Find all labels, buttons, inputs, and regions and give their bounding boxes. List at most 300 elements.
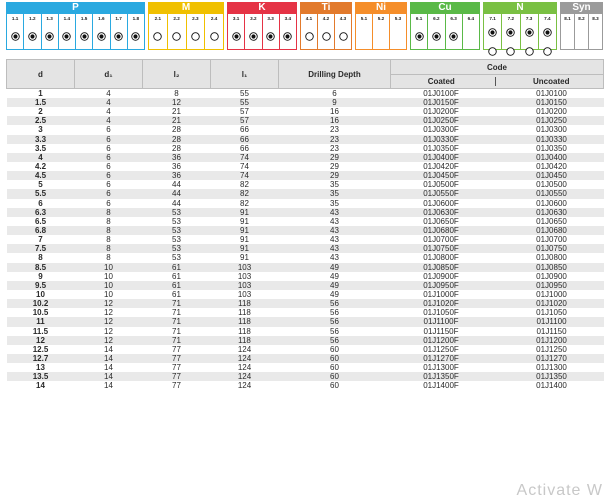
cell-l2: 53	[143, 208, 211, 217]
cell-drilling-depth: 56	[330, 308, 339, 318]
col-separator	[492, 75, 500, 89]
cell-l2: 12	[143, 98, 211, 107]
cell-gap	[492, 336, 500, 345]
table-body	[7, 89, 604, 391]
table-row	[7, 98, 604, 107]
cell-d: 8.5	[7, 263, 75, 272]
cell-l1: 74	[211, 153, 279, 162]
cell-d: 5	[38, 180, 43, 190]
suitable-empty-circle-icon	[191, 28, 200, 46]
suitable-filled-circle-icon	[249, 28, 258, 46]
col-header-l1: l₁	[211, 60, 279, 89]
cell-coated-code: 01J0400F	[391, 153, 492, 162]
cell-d: 3.5	[34, 143, 47, 153]
suitable-empty-circle-icon	[172, 28, 181, 46]
cell-uncoated-code: 01J1400	[536, 381, 567, 391]
cell-l2: 53	[143, 226, 211, 235]
material-subgroup-cell	[93, 14, 110, 49]
cell-l2: 44	[143, 189, 211, 198]
cell-d: 1.5	[7, 98, 75, 107]
cell-coated-code: 01J0630F	[391, 208, 492, 217]
cell-d1: 12	[104, 326, 113, 336]
cell-d: 6.8	[7, 226, 75, 235]
suitable-filled-circle-icon	[543, 24, 552, 42]
material-subgroup-code: 1.1	[11, 16, 19, 21]
cell-d1: 10	[75, 263, 143, 272]
material-subgroup-code: 6.4	[467, 16, 475, 21]
cell-uncoated-code: 01J1020	[500, 299, 604, 308]
suitable-empty-circle-icon	[322, 28, 331, 46]
material-group-label: K	[227, 2, 297, 14]
cell-l2: 8	[174, 89, 179, 98]
cell-coated-code: 01J0750F	[391, 244, 492, 253]
cell-drilling-depth: 35	[279, 189, 391, 198]
cell-drilling-depth: 6	[332, 89, 337, 98]
cell-d: 13.5	[7, 372, 75, 381]
cell-d: 6	[38, 198, 43, 208]
cell-d1: 12	[75, 336, 143, 345]
cell-d1: 4	[75, 98, 143, 107]
table-row	[7, 208, 604, 217]
cell-drilling-depth: 43	[330, 216, 339, 226]
material-subgroup-cell	[111, 14, 128, 49]
cell-d1: 6	[106, 143, 111, 153]
material-subgroup-code: 7.1	[489, 16, 496, 21]
cell-drilling-depth: 23	[279, 135, 391, 144]
material-subgroup-cell	[228, 14, 245, 49]
cell-coated-code: 01J0200F	[423, 107, 459, 117]
cell-drilling-depth: 49	[330, 290, 339, 300]
cell-drilling-depth: 23	[330, 143, 339, 153]
material-subgroup-cell	[76, 14, 93, 49]
cell-l2: 77	[143, 354, 211, 363]
material-group-label: M	[148, 2, 224, 14]
table-row	[7, 354, 604, 363]
cell-uncoated-code: 01J1100	[500, 317, 604, 326]
cell-d1: 6	[106, 162, 111, 172]
material-subgroup-cell	[42, 14, 59, 49]
cell-gap	[492, 180, 500, 189]
cell-l2: 53	[172, 216, 181, 226]
material-subgroup-code: 4.2	[322, 16, 330, 21]
cell-l2: 77	[172, 381, 181, 391]
cell-d: 4.2	[34, 162, 47, 172]
material-subgroup-cell	[411, 14, 428, 49]
table-row	[7, 217, 604, 226]
material-subgroup-code: 1.6	[98, 16, 105, 21]
cell-coated-code: 01J0680F	[391, 226, 492, 235]
material-groups	[6, 2, 603, 50]
cell-d1: 8	[106, 253, 111, 263]
cell-d: 12	[7, 336, 75, 345]
cell-gap	[492, 372, 500, 381]
cell-drilling-depth: 56	[330, 326, 339, 336]
cell-l1: 57	[211, 116, 279, 125]
cell-coated-code: 01J1200F	[391, 336, 492, 345]
cell-l2: 28	[172, 143, 181, 153]
cell-l1: 118	[238, 308, 251, 318]
cell-l1: 103	[237, 271, 252, 281]
material-subgroup-code: 3.2	[250, 16, 257, 21]
cell-coated-code: 01J1000F	[423, 290, 459, 300]
cell-drilling-depth: 23	[330, 125, 339, 135]
suitable-filled-circle-icon	[266, 28, 275, 46]
cell-uncoated-code: 01J0550	[500, 189, 604, 198]
col-header-d1: d₁	[75, 60, 143, 89]
cell-l1: 57	[240, 107, 249, 117]
cell-drilling-depth: 60	[279, 354, 391, 363]
cell-d: 9.5	[7, 281, 75, 290]
material-subgroup-cell	[318, 14, 335, 49]
cell-gap	[492, 135, 500, 144]
cell-l1: 124	[237, 344, 252, 354]
table-row	[7, 235, 604, 244]
cell-l1: 91	[211, 226, 279, 235]
table-row	[7, 116, 604, 125]
col-header-d: d	[7, 60, 75, 89]
cell-d1: 6	[75, 153, 143, 162]
cell-gap	[492, 308, 500, 317]
table-row	[7, 107, 604, 116]
suitable-filled-circle-icon	[114, 28, 123, 46]
cell-uncoated-code: 01J0250	[500, 116, 604, 125]
table-row	[7, 189, 604, 198]
cell-d: 1	[38, 89, 43, 98]
cell-l2: 21	[143, 116, 211, 125]
material-subgroup-cell	[502, 14, 520, 49]
material-subgroup-code: 6.1	[415, 16, 423, 21]
cell-drilling-depth: 29	[279, 153, 391, 162]
material-subgroup-cell	[356, 14, 373, 49]
table-row	[7, 336, 604, 345]
cell-d: 14	[36, 381, 45, 391]
cell-d: 10.5	[32, 308, 49, 318]
cell-uncoated-code: 01J0500	[536, 180, 567, 190]
suitable-filled-circle-icon	[97, 28, 106, 46]
cell-coated-code: 01J1050F	[423, 308, 459, 318]
cell-l1: 118	[238, 326, 251, 336]
cell-coated-code: 01J0150F	[391, 98, 492, 107]
material-subgroup-cell	[187, 14, 206, 49]
material-group	[227, 2, 297, 50]
cell-coated-code: 01J0330F	[391, 135, 492, 144]
table-row	[7, 226, 604, 235]
material-subgroup-cell	[280, 14, 296, 49]
material-group	[300, 2, 352, 50]
material-subgroup-code: 1.7	[115, 16, 122, 21]
cell-d1: 12	[75, 317, 143, 326]
cell-l2: 28	[172, 125, 181, 135]
cell-uncoated-code: 01J0800	[536, 253, 567, 263]
cell-gap	[492, 244, 500, 253]
cell-gap	[492, 363, 500, 372]
suitable-filled-circle-icon	[131, 28, 140, 46]
cell-uncoated-code: 01J0950	[500, 281, 604, 290]
cell-drilling-depth: 56	[279, 317, 391, 326]
cell-d1: 8	[106, 235, 111, 245]
cell-uncoated-code: 01J0700	[536, 235, 567, 245]
cell-d1: 14	[75, 372, 143, 381]
table-row	[7, 372, 604, 381]
cell-l2: 71	[172, 308, 181, 318]
cell-drilling-depth: 60	[330, 363, 339, 373]
cell-d1: 4	[106, 107, 111, 117]
cell-l2: 44	[172, 198, 181, 208]
table-row	[7, 308, 604, 317]
cell-d: 9	[38, 271, 43, 281]
cell-gap	[492, 153, 500, 162]
col-header-uncoated: Uncoated	[500, 75, 604, 89]
cell-d1: 14	[75, 354, 143, 363]
table-row	[7, 253, 604, 262]
material-subgroup-cell	[561, 14, 575, 49]
cell-d1: 6	[106, 198, 111, 208]
material-subgroup-code: 1.8	[132, 16, 140, 21]
cell-l1: 124	[211, 372, 279, 381]
cell-drilling-depth: 56	[279, 299, 391, 308]
cell-l1: 82	[240, 180, 249, 190]
cell-l1: 124	[211, 354, 279, 363]
material-subgroup-code: 6.2	[433, 16, 440, 21]
cell-coated-code: 01J1150F	[423, 326, 459, 336]
material-subgroup-code: 6.3	[450, 16, 457, 21]
cell-l1: 66	[240, 125, 249, 135]
cell-d: 11	[7, 317, 75, 326]
cell-d: 3.3	[7, 135, 75, 144]
cell-coated-code: 01J1300F	[423, 363, 459, 373]
table-row	[7, 272, 604, 281]
material-subgroup-cell	[446, 14, 463, 49]
cell-l2: 71	[143, 317, 211, 326]
cell-l2: 77	[172, 363, 181, 373]
cell-d1: 4	[75, 116, 143, 125]
cell-drilling-depth: 35	[330, 198, 339, 208]
material-subgroup-code: 1.4	[63, 16, 71, 21]
cell-l2: 53	[172, 235, 181, 245]
cell-d1: 8	[75, 208, 143, 217]
cell-d1: 6	[106, 125, 111, 135]
table-row	[7, 180, 604, 189]
cell-coated-code: 01J1350F	[391, 372, 492, 381]
cell-gap	[492, 281, 500, 290]
suitable-filled-circle-icon	[525, 24, 534, 42]
cell-l1: 118	[211, 336, 279, 345]
cell-l1: 66	[211, 135, 279, 144]
cell-uncoated-code: 01J0850	[500, 263, 604, 272]
cell-uncoated-code: 01J0150	[500, 98, 604, 107]
suitable-filled-circle-icon	[11, 28, 20, 46]
material-subgroup-cell	[521, 14, 539, 49]
material-subgroup-cell	[263, 14, 280, 49]
table-row	[7, 144, 604, 153]
material-group	[6, 2, 145, 50]
table-row	[7, 135, 604, 144]
cell-coated-code: 01J1100F	[391, 317, 492, 326]
cell-gap	[492, 89, 500, 99]
cell-coated-code: 01J0550F	[391, 189, 492, 198]
material-subgroup-code: 5.3	[394, 16, 402, 21]
col-header-drilling-depth: Drilling Depth	[279, 60, 391, 89]
cell-gap	[492, 199, 500, 208]
cell-drilling-depth: 35	[330, 180, 339, 190]
table-row	[7, 244, 604, 253]
table-row	[7, 299, 604, 308]
material-subgroup-code: 4.3	[339, 16, 347, 21]
material-subgroup-code: 7.3	[525, 16, 533, 21]
cell-d1: 4	[106, 89, 111, 98]
table-row	[7, 327, 604, 336]
material-group	[483, 2, 557, 50]
cell-l1: 118	[211, 299, 279, 308]
cell-gap	[492, 217, 500, 226]
material-subgroup-code: 1.3	[46, 16, 53, 21]
cell-coated-code: 01J0500F	[423, 180, 459, 190]
cell-l1: 74	[211, 171, 279, 180]
material-subgroup-code: 3.3	[267, 16, 274, 21]
cell-gap	[492, 253, 500, 262]
cell-d: 2	[38, 107, 43, 117]
cell-gap	[492, 381, 500, 390]
cell-d1: 10	[104, 271, 113, 281]
material-subgroup-code: 1.5	[80, 16, 88, 21]
material-group	[560, 2, 603, 50]
cell-gap	[492, 208, 500, 217]
cell-gap	[492, 290, 500, 299]
material-subgroup-cell	[205, 14, 223, 49]
cell-l1: 124	[237, 363, 252, 373]
cell-d: 6.5	[34, 216, 47, 226]
cell-drilling-depth: 43	[279, 208, 391, 217]
cell-uncoated-code: 01J1250	[536, 344, 567, 354]
cell-d: 12.7	[7, 354, 75, 363]
cell-coated-code: 01J1250F	[423, 344, 459, 354]
cell-d: 2.5	[7, 116, 75, 125]
cell-l1: 91	[211, 244, 279, 253]
table-row	[7, 125, 604, 134]
cell-coated-code: 01J0800F	[423, 253, 459, 263]
cell-l2: 71	[172, 326, 181, 336]
cell-d: 4.5	[7, 171, 75, 180]
material-subgroup-code: 8.1	[564, 16, 571, 21]
cell-uncoated-code: 01J0650	[536, 216, 567, 226]
table-row	[7, 162, 604, 171]
material-subgroup-cell	[335, 14, 351, 49]
table-row	[7, 263, 604, 272]
cell-l2: 61	[172, 271, 181, 281]
cell-coated-code: 01J1400F	[423, 381, 459, 391]
table-row	[7, 345, 604, 354]
material-group	[355, 2, 407, 50]
cell-drilling-depth: 29	[330, 162, 339, 172]
cell-uncoated-code: 01J1200	[500, 336, 604, 345]
cell-l1: 103	[211, 281, 279, 290]
cell-d1: 6	[75, 171, 143, 180]
suitable-filled-circle-icon	[283, 28, 292, 46]
table-row	[7, 317, 604, 326]
cell-gap	[492, 317, 500, 326]
suitable-filled-circle-icon	[80, 28, 89, 46]
cell-d: 12.5	[32, 344, 49, 354]
cell-uncoated-code: 01J0900	[536, 271, 567, 281]
material-subgroup-code: 7.2	[507, 16, 515, 21]
material-subgroup-cell	[7, 14, 24, 49]
cell-gap	[492, 144, 500, 153]
material-subgroup-code: 7.4	[544, 16, 551, 21]
cell-coated-code: 01J0850F	[391, 263, 492, 272]
suitable-filled-circle-icon	[62, 28, 71, 46]
suitable-empty-circle-icon	[339, 28, 348, 46]
material-subgroup-code: 2.4	[210, 16, 218, 21]
cell-l1: 103	[211, 263, 279, 272]
material-subgroup-code: 2.3	[192, 16, 199, 21]
cell-l1: 55	[240, 89, 249, 98]
cell-coated-code: 01J1270F	[391, 354, 492, 363]
cell-l2: 71	[143, 336, 211, 345]
suitable-filled-circle-icon	[488, 24, 497, 42]
material-group	[148, 2, 224, 50]
cell-d1: 10	[104, 290, 113, 300]
cell-l2: 77	[172, 344, 181, 354]
material-subgroup-cell	[128, 14, 144, 49]
cell-d1: 14	[104, 363, 113, 373]
material-group-label: Syn	[560, 2, 603, 14]
cell-drilling-depth: 43	[330, 235, 339, 245]
material-subgroup-code: 8.3	[592, 16, 599, 21]
cell-l1: 91	[240, 235, 249, 245]
material-subgroup-code: 3.4	[284, 16, 292, 21]
cell-l2: 36	[172, 162, 181, 172]
cell-drilling-depth: 49	[330, 271, 339, 281]
material-subgroup-code: 4.1	[305, 16, 313, 21]
cell-uncoated-code: 01J0450	[500, 171, 604, 180]
cell-drilling-depth: 16	[279, 116, 391, 125]
cell-l2: 36	[143, 153, 211, 162]
cell-l2: 61	[143, 281, 211, 290]
cell-gap	[492, 116, 500, 125]
cell-uncoated-code: 01J0330	[500, 135, 604, 144]
cell-d1: 10	[75, 281, 143, 290]
cell-l1: 91	[211, 208, 279, 217]
table-row	[7, 171, 604, 180]
cell-d: 7	[38, 235, 43, 245]
material-subgroup-cell	[373, 14, 390, 49]
cell-gap	[492, 345, 500, 354]
suitable-filled-circle-icon	[232, 28, 241, 46]
cell-d1: 6	[106, 180, 111, 190]
cell-l1: 91	[240, 216, 249, 226]
cell-d: 4	[7, 153, 75, 162]
cell-drilling-depth: 43	[279, 226, 391, 235]
cell-gap	[492, 272, 500, 281]
cell-d: 3	[38, 125, 43, 135]
suitable-empty-circle-icon	[153, 28, 162, 46]
material-subgroup-cell	[301, 14, 318, 49]
drill-spec-table	[6, 59, 604, 391]
cell-gap	[492, 171, 500, 180]
cell-d1: 14	[104, 344, 113, 354]
cell-l2: 53	[143, 244, 211, 253]
cell-d1: 8	[106, 216, 111, 226]
cell-uncoated-code: 01J0350	[536, 143, 567, 153]
cell-drilling-depth: 29	[279, 171, 391, 180]
table-row	[7, 281, 604, 290]
cell-uncoated-code: 01J1150	[536, 326, 567, 336]
cell-gap	[492, 189, 500, 198]
cell-l2: 61	[172, 290, 181, 300]
cell-uncoated-code: 01J0420	[536, 162, 567, 172]
cell-l1: 82	[211, 189, 279, 198]
cell-l2: 44	[172, 180, 181, 190]
